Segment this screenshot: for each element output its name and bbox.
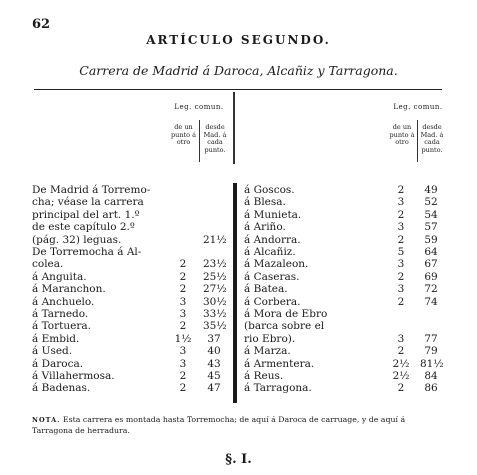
right-leagues-between: 3 [397, 332, 405, 345]
left-leagues-from-madrid: 35½ [203, 320, 227, 333]
left-place: á Tortuera. [32, 320, 91, 333]
right-place: á Mora de Ebro [244, 308, 328, 320]
left-place: á Maranchon. [32, 283, 106, 296]
left-place: á Anchuelo. [32, 295, 95, 308]
left-place: De Madrid á Torremo- [32, 184, 151, 196]
right-leagues-between: 2 [397, 270, 405, 283]
left-leagues-from-madrid: 43 [207, 357, 221, 370]
route-subtitle: Carrera de Madrid á Daroca, Alcañiz y Tarragona. [79, 63, 398, 78]
note [32, 415, 446, 436]
left-leagues-between: 2 [179, 382, 187, 395]
right-leagues-between: 3 [397, 221, 405, 234]
right-place: á Ariño. [244, 221, 286, 234]
note-text: Esta carrera es montada hasta Torremocha; de aquí á Daroca de carruage, y de aquí á Tarragona de herradura. [32, 415, 406, 435]
right-leagues-between: 2 [397, 233, 405, 246]
right-place: á Reus. [244, 370, 284, 382]
right-leagues-between: 2½ [392, 357, 410, 370]
right-place: á Batea. [244, 283, 288, 296]
right-leagues-from-madrid: 67 [424, 258, 438, 271]
left-leagues-from-madrid: 21½ [203, 233, 227, 246]
left-leagues-between: 1½ [174, 332, 192, 345]
right-place: (barca sobre el [244, 320, 325, 333]
right-header-leg: Leg. comun. [393, 103, 443, 111]
right-leagues-from-madrid: 54 [424, 208, 438, 221]
right-leagues-from-madrid: 79 [424, 345, 438, 358]
left-leagues-between: 3 [179, 295, 187, 308]
right-leagues-from-madrid: 86 [424, 382, 438, 395]
right-leagues-from-madrid: 52 [424, 196, 438, 209]
left-header-leg: Leg. comun. [174, 103, 224, 111]
left-place: á Tarnedo. [32, 308, 89, 320]
right-place: á Corbera. [244, 295, 301, 308]
right-leagues-from-madrid: 74 [424, 295, 438, 308]
right-place: á Andorra. [244, 233, 301, 246]
left-leagues-from-madrid: 47 [207, 382, 221, 395]
left-header-desde: desde Mad. á cada punto. [203, 123, 227, 154]
right-leagues-from-madrid: 81½ [420, 357, 444, 370]
right-leagues-from-madrid: 84 [424, 370, 438, 382]
right-place: rio Ebro). [244, 332, 296, 345]
right-place: á Goscos. [244, 184, 295, 196]
left-header-de-un: de un punto á otro [170, 123, 196, 146]
right-place: á Caseras. [244, 270, 300, 283]
right-place: á Munieta. [244, 208, 302, 221]
left-leagues-from-madrid: 30½ [203, 295, 227, 308]
left-leagues-between: 2 [179, 283, 187, 296]
right-place: á Blesa. [244, 196, 286, 209]
section-mark: §. I. [225, 452, 252, 467]
right-leagues-between: 3 [397, 196, 405, 209]
header-column-separator [233, 92, 235, 164]
left-leagues-from-madrid: 45 [207, 370, 221, 382]
left-leagues-between: 3 [179, 357, 187, 370]
right-leagues-from-madrid: 77 [424, 332, 438, 345]
right-leagues-from-madrid: 49 [424, 184, 438, 196]
left-place: á Embid. [32, 332, 80, 345]
left-leagues-from-madrid: 40 [207, 345, 221, 358]
column-separator [233, 183, 237, 403]
right-leagues-between: 2 [397, 382, 405, 395]
right-place: á Tarragona. [244, 382, 312, 395]
right-leagues-from-madrid: 57 [424, 221, 438, 234]
left-header-divider [199, 120, 200, 162]
left-leagues-between: 2 [179, 258, 187, 271]
left-header [168, 104, 230, 112]
note-label: NOTA. [32, 416, 61, 424]
left-leagues-from-madrid: 27½ [203, 283, 227, 296]
right-header-desde: desde Mad. á cada punto. [420, 123, 444, 154]
left-place: principal del art. 1.º [32, 208, 140, 221]
left-place: colea. [32, 258, 64, 271]
page-number: 62 [32, 17, 51, 32]
right-leagues-between: 3 [397, 258, 405, 271]
right-place: á Armentera. [244, 357, 315, 370]
right-leagues-between: 2 [397, 184, 405, 196]
right-leagues-from-madrid: 64 [424, 246, 438, 258]
left-place: á Daroca. [32, 357, 84, 370]
right-leagues-from-madrid: 59 [424, 233, 438, 246]
article-title: ARTÍCULO SEGUNDO. [146, 33, 331, 47]
left-leagues-between: 3 [179, 345, 187, 358]
left-place: cha; véase la carrera [32, 196, 144, 209]
right-leagues-between: 5 [397, 246, 405, 258]
left-leagues-between: 2 [179, 270, 187, 283]
left-place: á Anguita. [32, 270, 87, 283]
right-place: á Marza. [244, 345, 291, 358]
left-leagues-from-madrid: 33½ [203, 308, 227, 320]
right-header-de-un: de un punto á otro [389, 123, 415, 146]
left-leagues-between: 2 [179, 320, 187, 333]
left-place: de este capítulo 2.º [32, 221, 135, 234]
right-header [388, 104, 448, 112]
left-leagues-from-madrid: 23½ [203, 258, 227, 271]
left-place: á Used. [32, 345, 73, 358]
right-place: á Alcañiz. [244, 246, 296, 258]
left-leagues-between: 2 [179, 370, 187, 382]
left-place: á Villahermosa. [32, 370, 115, 382]
right-leagues-between: 2½ [392, 370, 410, 382]
right-leagues-from-madrid: 69 [424, 270, 438, 283]
left-place: á Badenas. [32, 382, 91, 395]
right-leagues-between: 3 [397, 283, 405, 296]
left-leagues-between: 3 [179, 308, 187, 320]
left-leagues-from-madrid: 25½ [203, 270, 227, 283]
right-place: á Mazaleon. [244, 258, 309, 271]
left-place: De Torremocha á Al- [32, 246, 142, 258]
right-leagues-between: 2 [397, 345, 405, 358]
right-leagues-between: 2 [397, 208, 405, 221]
left-place: (pág. 32) leguas. [32, 233, 122, 246]
left-leagues-from-madrid: 37 [207, 332, 221, 345]
right-leagues-from-madrid: 72 [424, 283, 438, 296]
right-leagues-between: 2 [397, 295, 405, 308]
title-rule [34, 89, 442, 90]
